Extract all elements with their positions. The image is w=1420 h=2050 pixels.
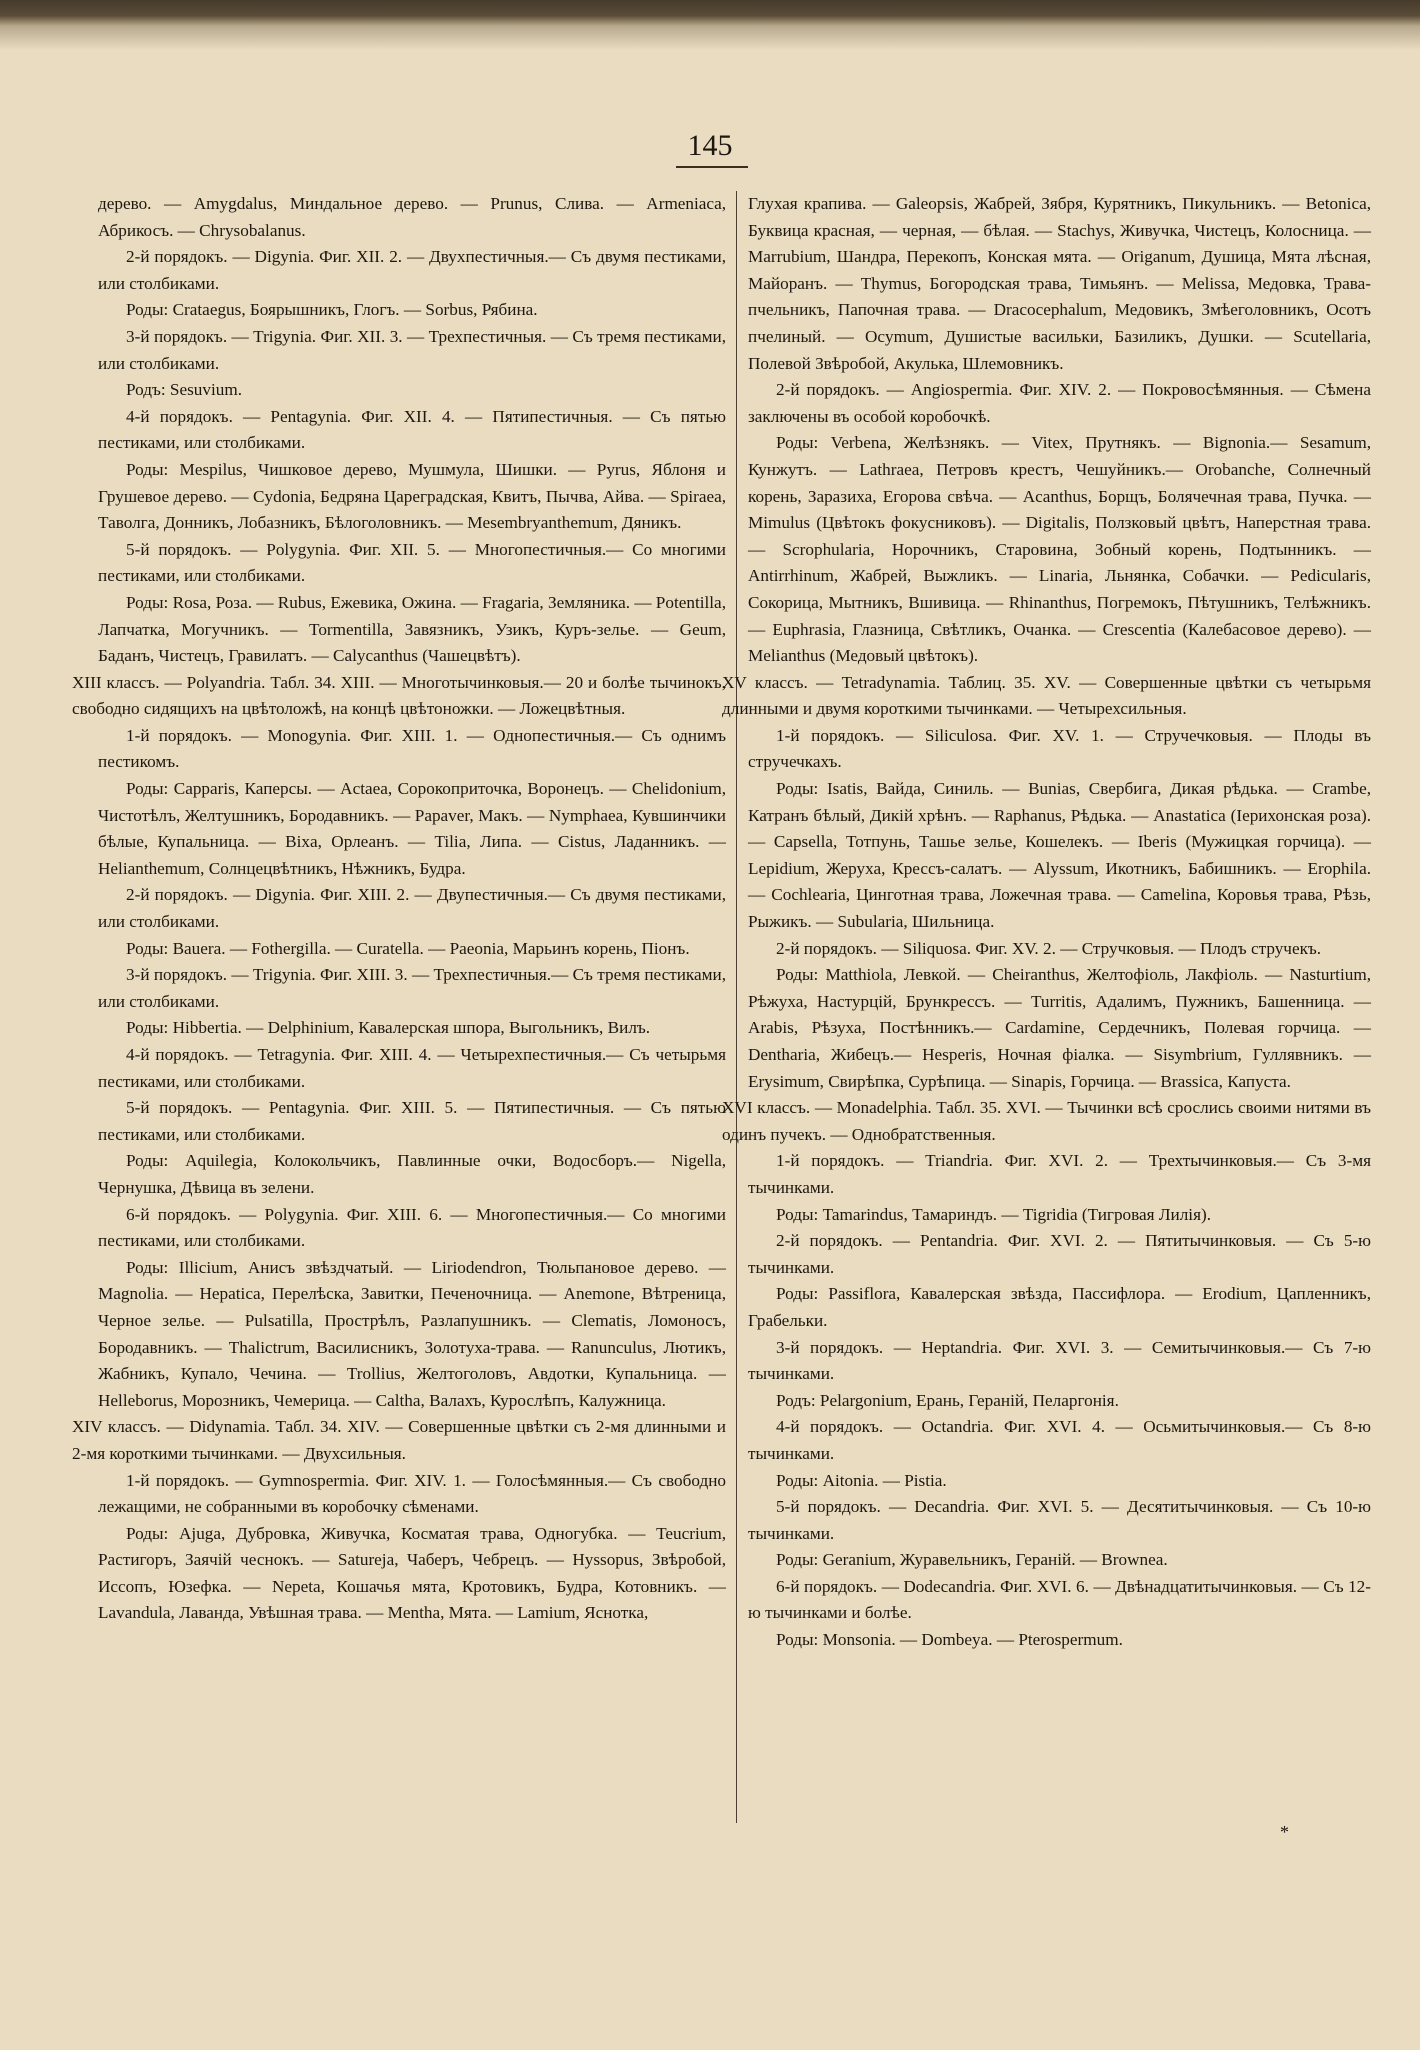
class-heading: XIII классъ. — Polyandria. Табл. 34. XIII. — Многотычинковыя.— 20 и болѣе тычинокъ, свободно сидящихъ на цвѣтоложѣ, на концѣ цвѣтоножки. — Ложецвѣтныя. [72,672,726,719]
column-divider [736,191,737,1823]
paragraph: Роды: Bauera. — Fothergilla. — Curatella. — Paeonia, Марьинъ корень, Піонъ. [126,938,690,958]
paragraph: 3-й порядокъ. — Trigynia. Фиг. XIII. 3. — Трехпестичныя.— Съ тремя пестиками, или столбиками. [98,965,726,1011]
paragraph: Роды: Ajuga, Дубровка, Живучка, Косматая трава, Одногубка. — Teucrium, Растигоръ, Заячій чеснокъ. — Satureja, Чаберъ, Чебрецъ. — Hyssopus, Звѣробой, Иссопъ, Юзефка. — Nepeta, Кошачья мята, Кротовикъ, Будра, Котовникъ. — Lavandula, Лаванда, Увѣшная трава. — Mentha, Мята. — Lamium, Яснотка, [98,1523,726,1623]
paragraph: Родъ: Sesuvium. [126,380,243,400]
paragraph: 1-й порядокъ. — Gymnospermia. Фиг. XIV. 1. — Голосѣмянныя.— Съ свободно лежащими, не собранными въ коробочку сѣменами. [98,1470,726,1517]
paragraph: 3-й порядокъ. — Trigynia. Фиг. XII. 3. — Трехпестичныя. — Съ тремя пестиками, или столбиками. [98,326,726,373]
paragraph: 5-й порядокъ. — Polygynia. Фиг. XII. 5. — Многопестичныя.— Со многими пестиками, или столбиками. [98,539,726,586]
paragraph: Роды: Matthiola, Левкой. — Cheiranthus, Желтофіоль, Лакфіоль. — Nasturtium, Рѣжуха, Настурцій, Брункрессъ. — Turritis, Адалимъ, Пужникъ, Башенница. — Arabis, Рѣзуха, Постѣнникъ.— Cardamine, Сердечникъ, Полевая горчица. — Dentharia, Жибецъ.— Hesperis, Ночная фіалка. — Sisymbrium, Гуллявникъ. — Erysimum, Свирѣпка, Сурѣпица. — Sinapis, Горчица. — Brassica, Капуста. [748,965,1371,1091]
paragraph: 5-й порядокъ. — Decandria. Фиг. XVI. 5. — Десятитычинковыя. — Съ 10-ю тычинками. [748,1497,1371,1543]
paragraph: Роды: Verbena, Желѣзнякъ. — Vitex, Прутнякъ. — Bignonia.— Sesamum, Кунжутъ. — Lathraea, Петровъ крестъ, Чешуйникъ.— Orobanche, Солнечный корень, Заразиха, Егорова свѣча. — Acanthus, Борщъ, Болячечная трава, Пучка. — Mimulus (Цвѣтокъ фокусниковъ). — Digitalis, Ползковый цвѣтъ, Наперстная трава. — Scrophularia, Норочникъ, Старовина, Зобный корень, Подтынникъ. — Antirrhinum, Жабрей, Выжликъ. — Linaria, Льнянка, Собачки. — Pedicularis, Сокорица, Мытникъ, Вшивица. — Rhinanthus, Погремокъ, Пѣтушникъ, Телѣжникъ. — Euphrasia, Глазница, Свѣтликъ, Очанка. — Crescentia (Калебасовое дерево). — Melianthus (Медовый цвѣтокъ). [748,433,1371,666]
paragraph: 1-й порядокъ. — Triandria. Фиг. XVI. 2. — Трехтычинковыя.— Съ 3-мя тычинками. [748,1151,1371,1197]
paragraph: 4-й порядокъ. — Tetragynia. Фиг. XIII. 4. — Четырехпестичныя.— Съ четырьмя пестиками, или столбиками. [98,1045,726,1091]
paragraph: 6-й порядокъ. — Polygynia. Фиг. XIII. 6. — Многопестичныя.— Со многими пестиками, или столбиками. [98,1204,726,1251]
paragraph: 2-й порядокъ. — Angiospermia. Фиг. XIV. 2. — Покровосѣмянныя. — Сѣмена заключены въ особой коробочкѣ. [748,380,1371,426]
paragraph: Роды: Rosa, Роза. — Rubus, Ежевика, Ожина. — Fragaria, Земляника. — Potentilla, Лапчатка, Могучникъ. — Tormentilla, Завязникъ, Узикъ, Куръ-зелье. — Geum, Баданъ, Чистецъ, Гравилатъ. — Calycanthus (Чашецвѣтъ). [98,592,726,666]
paragraph: Роды: Geranium, Журавельникъ, Геранiй. — Brownea. [776,1550,1168,1570]
paragraph: Роды: Tamarindus, Тамариндъ. — Tigridia (Тигровая Лилія). [776,1204,1212,1224]
paragraph: Роды: Crataegus, Боярышникъ, Глогъ. — Sorbus, Рябина. [126,300,538,320]
left-column [72,191,726,1627]
scan-top-edge [0,0,1420,26]
paragraph: Роды: Hibbertia. — Delphinium, Кавалерская шпора, Выгольникъ, Вилъ. [126,1018,651,1038]
paragraph: Роды: Illicium, Анисъ звѣздчатый. — Liriodendron, Тюльпановое дерево. — Magnolia. — Hepatica, Перелѣска, Завитки, Печеночница. — Anemone, Вѣтреница, Черное зелье. — Pulsatilla, Прострѣлъ, Разлапушникъ. — Clematis, Ломоносъ, Бородавникъ. — Thalictrum, Василисникъ, Золотуха-трава. — Ranunculus, Лютикъ, Жабникъ, Купало, Чечина. — Trollius, Желтоголовъ, Авдотки, Купальница. — Helleborus, Морозникъ, Чемерица. — Caltha, Валахъ, Курослѣпъ, Калужница. [98,1257,726,1410]
paragraph: Роды: Isatis, Вайда, Синиль. — Bunias, Свербига, Дикая рѣдька. — Crambe, Катранъ бѣлый, Дикій хрѣнъ. — Raphanus, Рѣдька. — Anastatica (Іерихонская роза). — Capsella, Тотпунь, Ташье зелье, Кошелекъ. — Iberis (Мужицкая горчица). — Lepidium, Жеруха, Крессъ-салатъ. — Alyssum, Икотникъ, Бабишникъ. — Erophila. — Cochlearia, Цинготная трава, Ложечная трава. — Camelina, Коровья трава, Рѣзь, Рыжикъ. — Subularia, Шильница. [748,779,1371,932]
paragraph: Роды: Passiflora, Кавалерская звѣзда, Пассифлора. — Erodium, Цапленникъ, Грабельки. [748,1284,1371,1330]
paragraph: 4-й порядокъ. — Pentagynia. Фиг. XII. 4. — Пятипестичныя. — Съ пятью пестиками, или столбиками. [98,406,726,453]
paragraph: 6-й порядокъ. — Dodecandria. Фиг. XVI. 6. — Двѣнадцатитычинковыя. — Съ 12-ю тычинками и болѣе. [748,1576,1371,1623]
footer-asterisk: * [1280,1822,1289,1842]
paragraph: Роды: Mespilus, Чишковое дерево, Мушмула, Шишки. — Pyrus, Яблоня и Грушевое дерево. — Cydonia, Бедряна Цареградская, Квитъ, Пычва, Айва. — Spiraea, Таволга, Донникъ, Лобазникъ, Бѣлоголовникъ. — Mesembryanthemum, Дяникъ. [98,459,726,533]
paragraph: Роды: Monsonia. — Dombeya. — Pterospermum. [776,1630,1123,1650]
scan-top-shadow [0,26,1420,50]
paragraph: 2-й порядокъ. — Digynia. Фиг. XIII. 2. — Двупестичныя.— Съ двумя пестиками, или столбиками. [98,885,726,932]
paragraph: 3-й порядокъ. — Heptandria. Фиг. XVI. 3. — Семитычинковыя.— Съ 7-ю тычинками. [748,1337,1371,1384]
page-number-underline [676,166,748,168]
paragraph: Роды: Aquilegia, Колокольчикъ, Павлинные очки, Водосборъ.— Nigella, Чернушка, Дѣвица въ зелени. [98,1151,726,1197]
paragraph: 2-й порядокъ. — Pentandria. Фиг. XVI. 2. — Пятитычинковыя. — Съ 5-ю тычинками. [748,1231,1371,1277]
paragraph: Родъ: Pelargonium, Ерань, Геранiй, Пеларгонія. [776,1390,1119,1410]
page-number: 145 [687,129,733,162]
class-heading: XIV классъ. — Didynamia. Табл. 34. XIV. — Совершенные цвѣтки съ 2-мя длинными и 2-мя короткими тычинками. — Двухсильныя. [72,1417,726,1463]
paragraph: 2-й порядокъ. — Digynia. Фиг. XII. 2. — Двухпестичныя.— Съ двумя пестиками, или столбиками. [98,247,726,293]
paragraph: дерево. — Amygdalus, Миндальное дерево. — Prunus, Слива. — Armeniaca, Абрикосъ. — Chrysobalanus. [98,194,726,240]
class-heading: XV классъ. — Tetradynamia. Таблиц. 35. XV. — Совершенные цвѣтки съ четырьмя длинными и двумя короткими тычинками. — Четырехсильныя. [722,672,1371,719]
paragraph: 1-й порядокъ. — Siliculosa. Фиг. XV. 1. — Стручечковыя. — Плоды въ стручечкахъ. [748,725,1371,772]
paragraph: 5-й порядокъ. — Pentagynia. Фиг. XIII. 5. — Пятипестичныя. — Съ пятью пестиками, или столбиками. [98,1098,726,1144]
class-heading: XVI классъ. — Monadelphia. Табл. 35. XVI. — Тычинки всѣ срослись своими нитями въ одинъ пучекъ. — Однобратственныя. [722,1098,1371,1144]
right-column [722,191,1371,1654]
paragraph: 1-й порядокъ. — Monogynia. Фиг. XIII. 1. — Однопестичныя.— Съ однимъ пестикомъ. [98,725,726,772]
paragraph: 2-й порядокъ. — Siliquosa. Фиг. XV. 2. — Стручковыя. — Плодъ стручекъ. [776,938,1322,958]
paragraph: Глухая крапива. — Galeopsis, Жабрей, Зября, Курятникъ, Пикульникъ. — Betonica, Буквица красная, — черная, — бѣлая. — Stachys, Живучка, Чистецъ, Колосница. — Marrubium, Шандра, Перекопъ, Конская мята. — Origanum, Душица, Мята лѣсная, Майоранъ. — Thymus, Богородская трава, Тимьянъ. — Melissa, Медовка, Трава-пчельникъ, Папочная трава. — Dracocephalum, Медовикъ, Змѣеголовникъ, Осотъ пчелиный. — Ocymum, Душистые васильки, Базиликъ, Душки. — Scutellaria, Полевой Звѣробой, Акулька, Шлемовникъ. [748,194,1371,373]
paragraph: Роды: Capparis, Каперсы. — Actaea, Сорокоприточка, Воронецъ. — Chelidonium, Чистотѣлъ, Желтушникъ, Бородавникъ. — Papaver, Макъ. — Nymphaea, Кувшинчики бѣлые, Купальница. — Bixa, Орлеанъ. — Tilia, Липа. — Cistus, Ладанникъ. — Helianthemum, Солнцецвѣтникъ, Нѣжникъ, Будра. [98,779,726,878]
paragraph: Роды: Aitonia. — Pistia. [776,1470,947,1490]
paragraph: 4-й порядокъ. — Octandria. Фиг. XVI. 4. — Осьмитычинковыя.— Съ 8-ю тычинками. [748,1417,1371,1463]
